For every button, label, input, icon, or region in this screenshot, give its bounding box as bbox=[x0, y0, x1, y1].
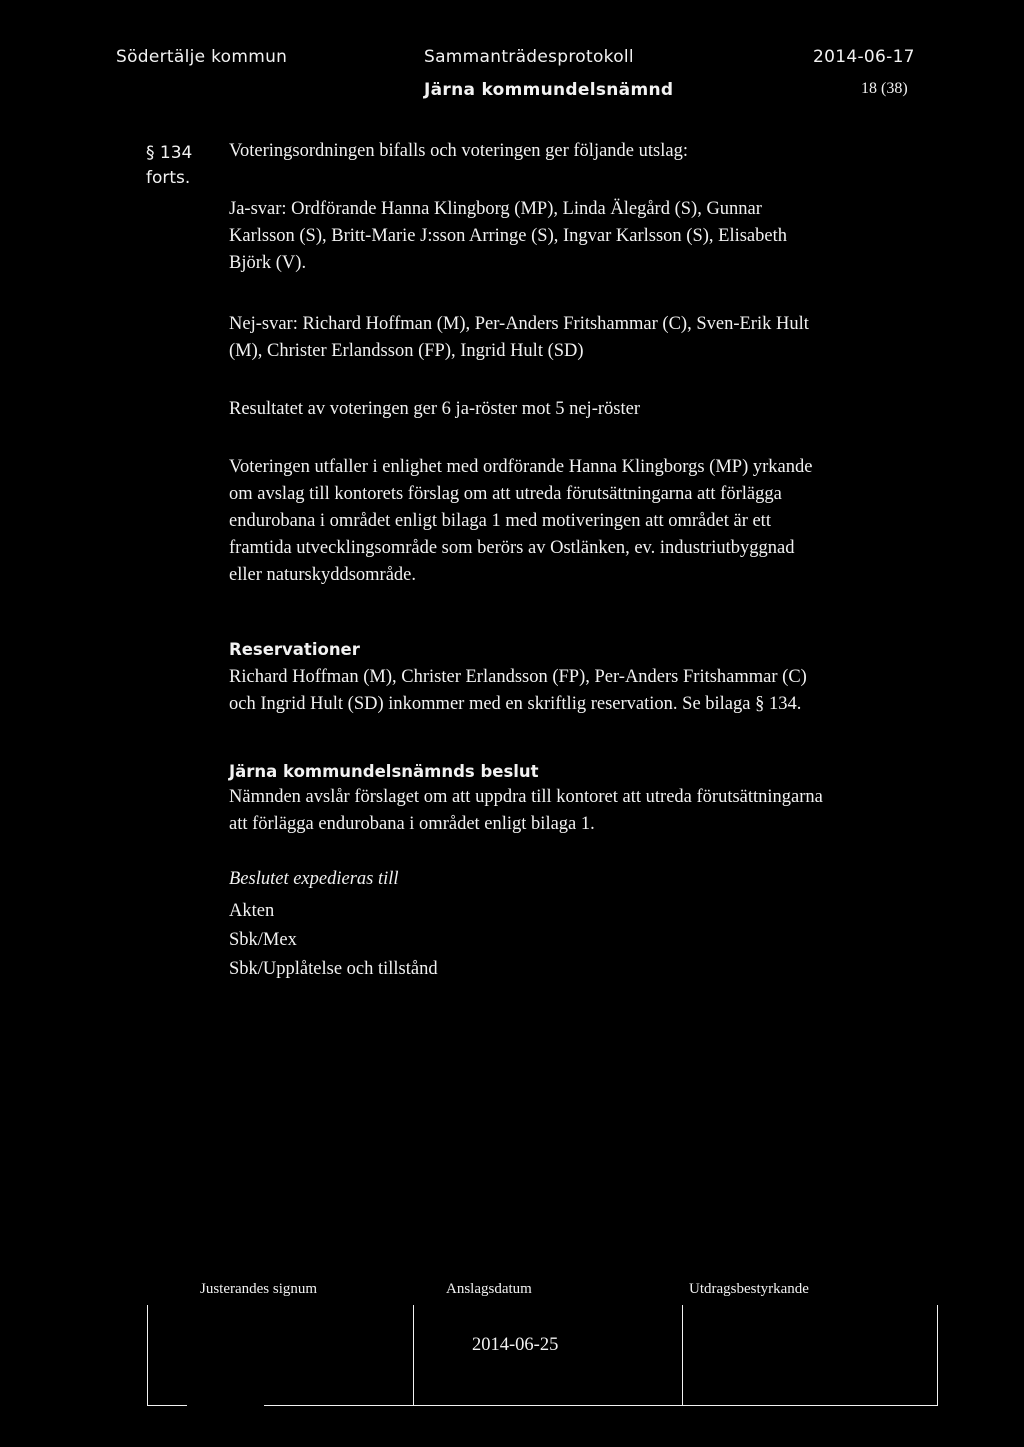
footer-label-posting-date: Anslagsdatum bbox=[446, 1281, 532, 1297]
footer-label-signature: Justerandes signum bbox=[200, 1281, 318, 1297]
footer-table-border bbox=[413, 1305, 414, 1406]
paragraph-line: endurobana i området enligt bilaga 1 med motiveringen att området är ett bbox=[229, 511, 771, 531]
paragraph-line: framtida utvecklingsområde som berörs av Ostlänken, ev. industriutbyggnad bbox=[229, 538, 795, 558]
distribution-item: Akten bbox=[229, 901, 275, 921]
reservations-heading: Reservationer bbox=[229, 640, 360, 659]
paragraph-line: och Ingrid Hult (SD) inkommer med en skriftlig reservation. Se bilaga § 134. bbox=[229, 694, 802, 714]
paragraph-line: Björk (V). bbox=[229, 253, 307, 273]
footer-posting-date-value: 2014-06-25 bbox=[472, 1335, 559, 1355]
header-date: 2014-06-17 bbox=[813, 47, 915, 67]
paragraph-line: Voteringsordningen bifalls och voteringen ger följande utslag: bbox=[229, 141, 688, 161]
footer-table-border bbox=[147, 1305, 148, 1406]
paragraph-line: Karlsson (S), Britt-Marie J:sson Arringe (S), Ingvar Karlsson (S), Elisabeth bbox=[229, 226, 787, 246]
paragraph-vote-outcome bbox=[229, 454, 812, 589]
footer-table-border bbox=[682, 1305, 683, 1406]
footer-table-border bbox=[937, 1305, 938, 1406]
distribution-item: Sbk/Mex bbox=[229, 930, 297, 950]
paragraph-line: Nej-svar: Richard Hoffman (M), Per-Anders Fritshammar (C), Sven-Erik Hult bbox=[229, 314, 809, 334]
paragraph-line: Richard Hoffman (M), Christer Erlandsson (FP), Per-Anders Fritshammar (C) bbox=[229, 667, 807, 687]
footer-label-extract-certification: Utdragsbestyrkande bbox=[689, 1281, 809, 1297]
decision-text bbox=[229, 784, 823, 838]
paragraph-line: att förlägga endurobana i området enligt bilaga 1. bbox=[229, 814, 595, 834]
footer-table-border bbox=[147, 1405, 187, 1406]
paragraph-line: om avslag till kontorets förslag om att utreda förutsättningarna att förlägga bbox=[229, 484, 782, 504]
paragraph-line: eller naturskyddsområde. bbox=[229, 565, 416, 585]
paragraph-yes-votes bbox=[229, 196, 787, 277]
header-municipality: Södertälje kommun bbox=[116, 47, 288, 67]
paragraph-vote-result bbox=[229, 396, 640, 423]
distribution-item: Sbk/Upplåtelse och tillstånd bbox=[229, 959, 438, 979]
section-number: § 134 bbox=[146, 143, 193, 163]
paragraph-line: Ja-svar: Ordförande Hanna Klingborg (MP), Linda Älegård (S), Gunnar bbox=[229, 199, 762, 219]
paragraph-line: (M), Christer Erlandsson (FP), Ingrid Hult (SD) bbox=[229, 341, 584, 361]
header-board: Järna kommundelsnämnd bbox=[424, 80, 674, 100]
decision-heading: Järna kommundelsnämnds beslut bbox=[229, 762, 539, 781]
header-doc-type: Sammanträdesprotokoll bbox=[424, 47, 634, 67]
paragraph-vote-order bbox=[229, 138, 688, 165]
distribution-list bbox=[229, 897, 438, 984]
paragraph-no-votes bbox=[229, 311, 809, 365]
paragraph-line: Nämnden avslår förslaget om att uppdra till kontoret att utreda förutsättningarna bbox=[229, 787, 823, 807]
paragraph-line: Voteringen utfaller i enlighet med ordförande Hanna Klingborgs (MP) yrkande bbox=[229, 457, 813, 477]
distribution-heading: Beslutet expedieras till bbox=[229, 869, 399, 889]
footer-table-border bbox=[264, 1405, 938, 1406]
header-page-number: 18 (38) bbox=[861, 80, 908, 97]
reservations-text bbox=[229, 664, 807, 718]
paragraph-line: Resultatet av voteringen ger 6 ja-röster mot 5 nej-röster bbox=[229, 399, 640, 419]
section-continued: forts. bbox=[146, 168, 191, 188]
